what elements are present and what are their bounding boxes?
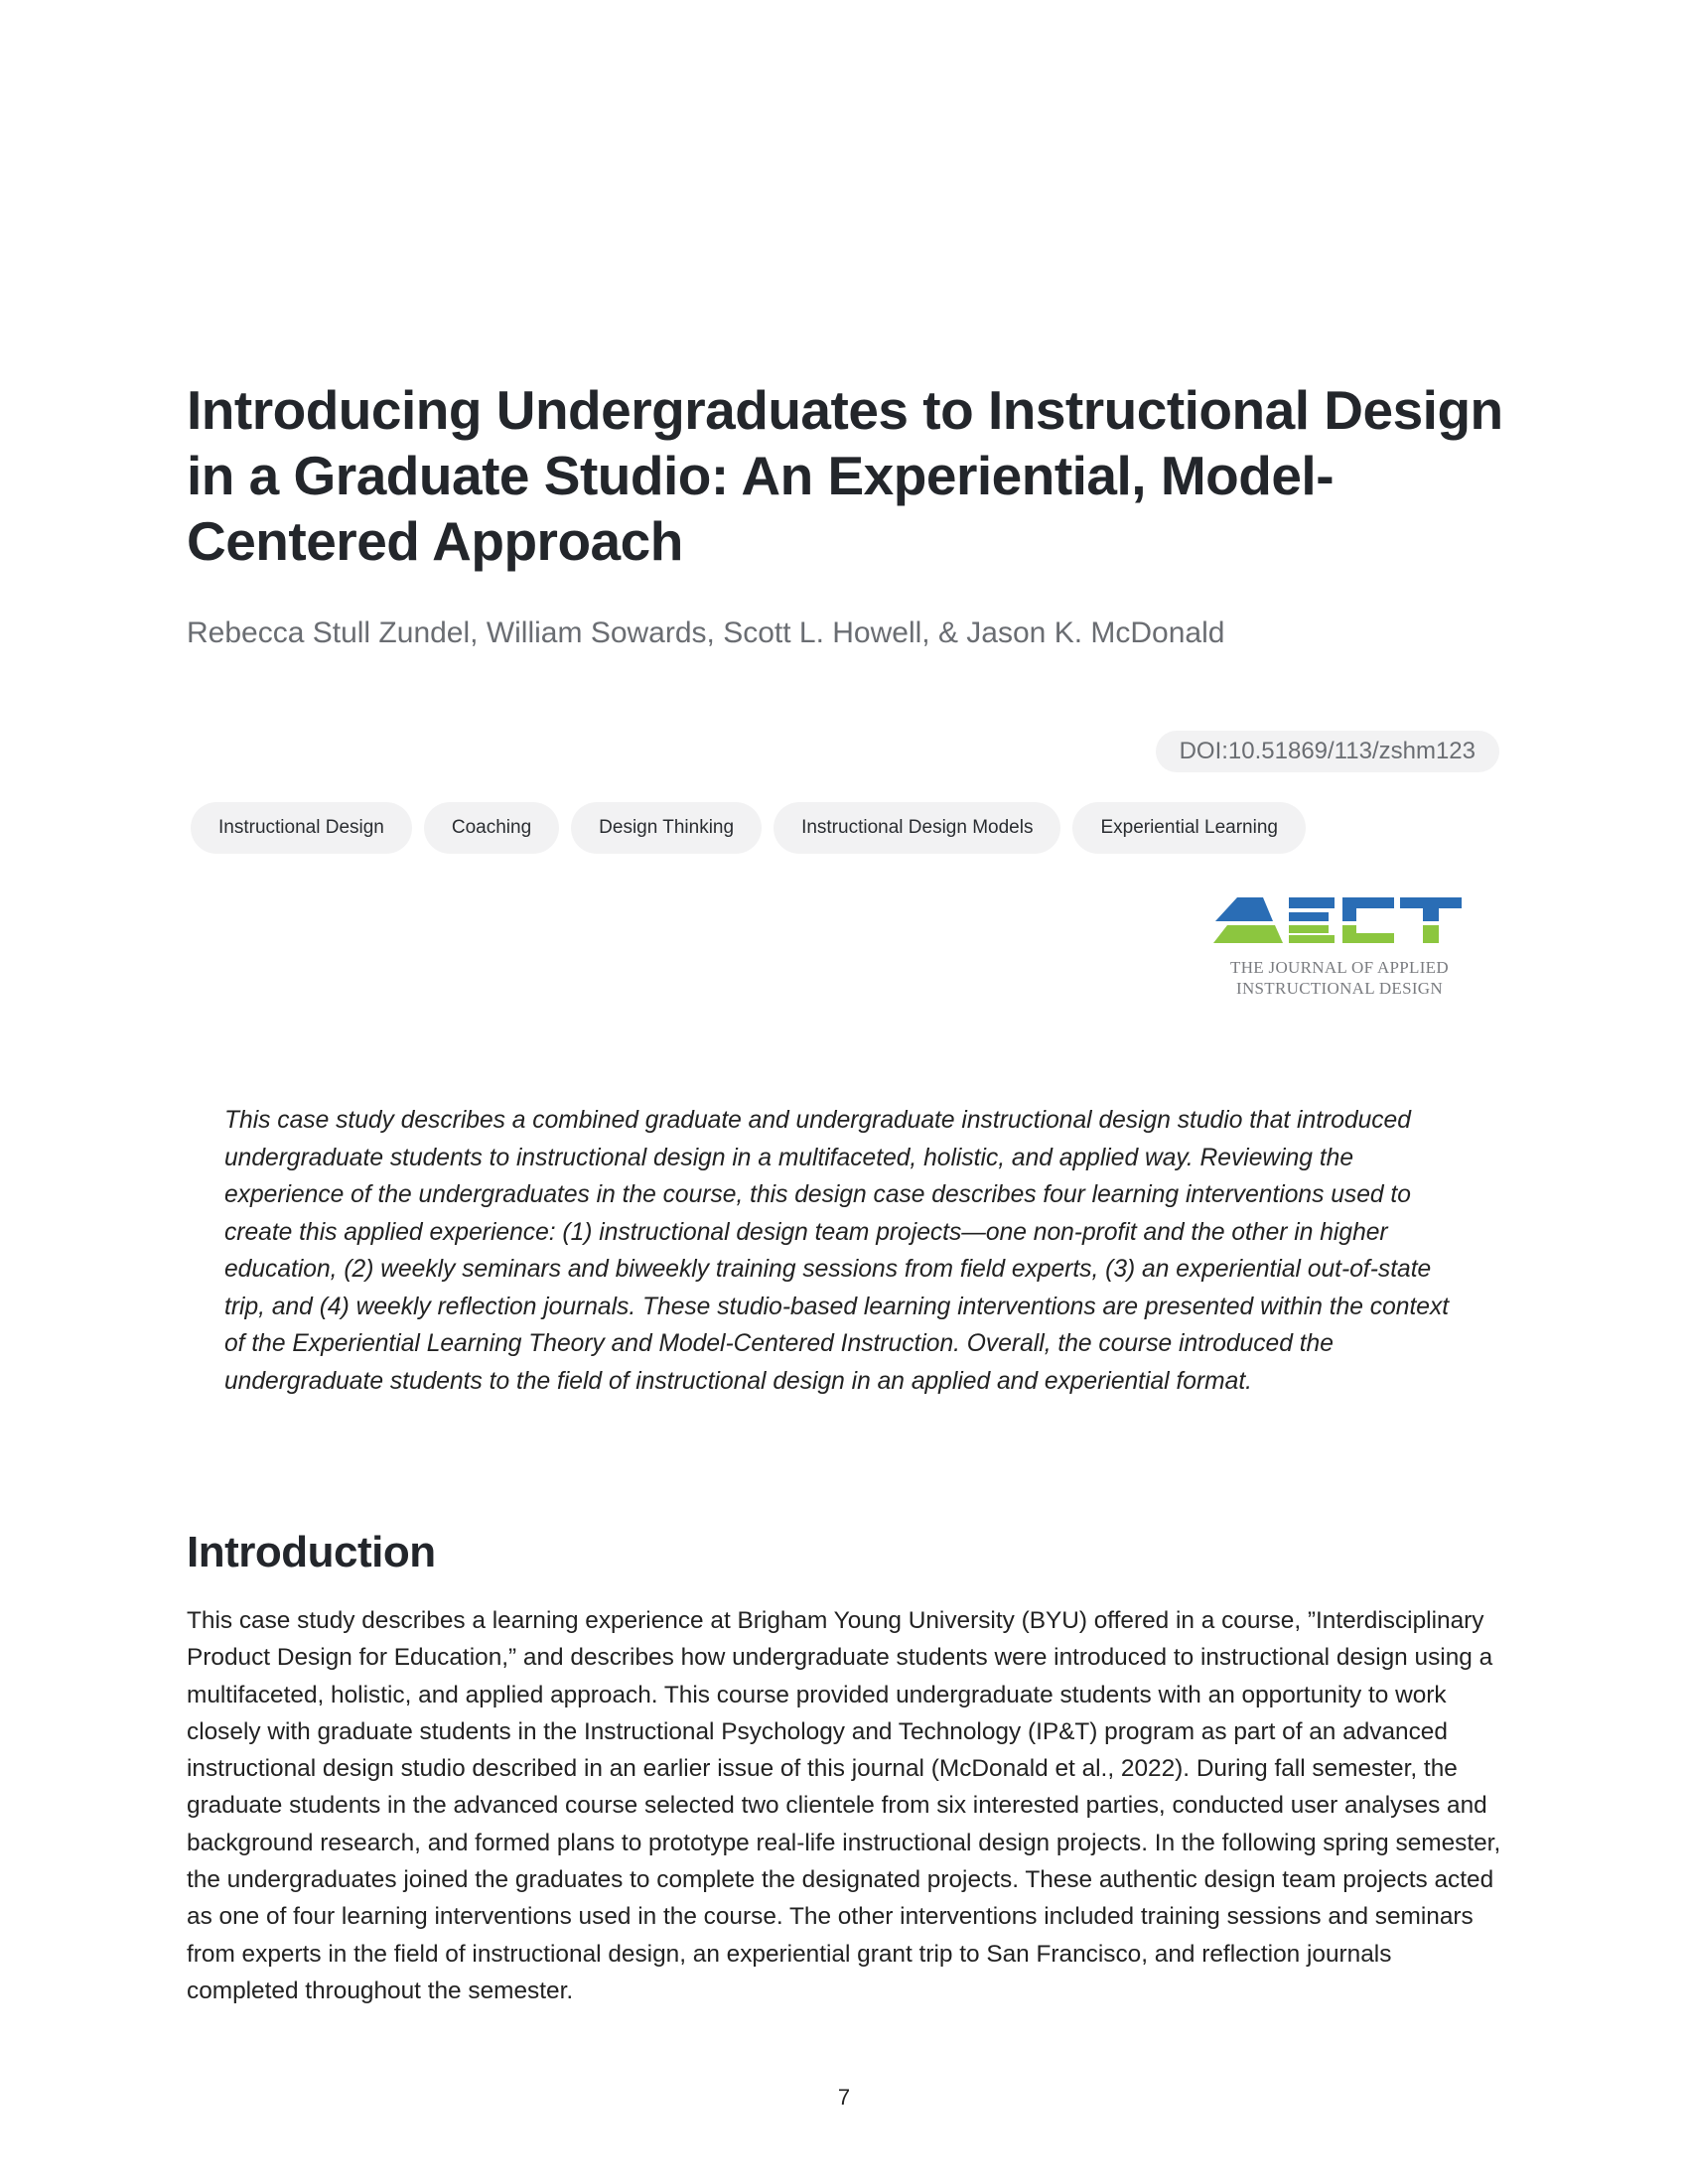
keyword-tag[interactable]: Instructional Design Models (774, 802, 1060, 854)
section-heading-introduction: Introduction (187, 1528, 436, 1576)
keyword-tag[interactable]: Coaching (424, 802, 559, 854)
aect-journal-logo (1213, 895, 1466, 1003)
doi-badge[interactable]: DOI:10.51869/113/zshm123 (1156, 731, 1499, 772)
logo-line-1: THE JOURNAL OF APPLIED (1230, 958, 1449, 977)
keyword-tag[interactable]: Instructional Design (191, 802, 412, 854)
introduction-paragraph: This case study describes a learning experience at Brigham Young University (BYU) offered in a course, ”Interdisciplinary Product Design for Education,” and describes how undergraduate students were introduced to instructional design using a multifaceted, holistic, and applied approach. This course provided undergraduate students with an opportunity to work closely with graduate students in the Instructional Psychology and Technology (IP&T) program as part of an advanced instructional design studio described in an earlier issue of this journal (McDonald et al., 2022). During fall semester, the graduate students in the advanced course selected two clientele from six interested parties, conducted user analyses and background research, and formed plans to prototype real-life instructional design projects. In the following spring semester, the undergraduates joined the graduates to complete the designated projects. These authentic design team projects acted as one of four learning interventions used in the course. The other interventions included training sessions and seminars from experts in the field of instructional design, an experiential grant trip to San Francisco, and reflection journals completed throughout the semester. (187, 1607, 1501, 2004)
logo-line-2: INSTRUCTIONAL DESIGN (1236, 979, 1443, 998)
aect-wordmark-icon (1213, 895, 1466, 951)
author-list: Rebecca Stull Zundel, William Sowards, Scott L. Howell, & Jason K. McDonald (187, 616, 1225, 649)
keyword-list (191, 802, 1306, 854)
article-title: Introducing Undergraduates to Instructional Design in a Graduate Studio: An Experiential, Model-Centered Approach (187, 379, 1503, 572)
abstract: This case study describes a combined graduate and undergraduate instructional design studio that introduced undergraduate students to instructional design in a multifaceted, holistic, and applied way. Reviewing the experience of the undergraduates in the course, this design case describes four learning interventions used to create this applied experience: (1) instructional design team projects—one non-profit and the other in higher education, (2) weekly seminars and biweekly training sessions from field experts, (3) an experiential out-of-state trip, and (4) weekly reflection journals. These studio-based learning interventions are presented within the context of the Experiential Learning Theory and Model-Centered Instruction. Overall, the course introduced the undergraduate students to the field of instructional design in an applied and experiential format. (224, 1107, 1450, 1395)
page-number: 7 (837, 2085, 851, 2110)
keyword-tag[interactable]: Design Thinking (571, 802, 762, 854)
keyword-tag[interactable]: Experiential Learning (1072, 802, 1306, 854)
